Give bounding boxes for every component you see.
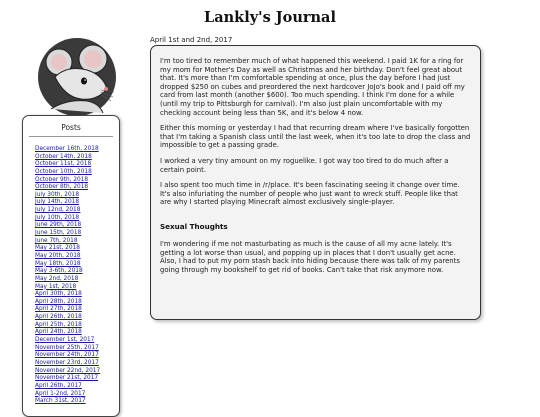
list-item xyxy=(35,283,113,298)
section-heading: Sexual Thoughts xyxy=(160,221,228,231)
post-link[interactable]: July 12nd, 2018 xyxy=(35,207,81,214)
list-item xyxy=(35,187,113,198)
list-item xyxy=(35,321,113,336)
list-item xyxy=(35,191,113,206)
post-link[interactable]: November 24th, 2017 xyxy=(35,352,99,359)
post-link[interactable]: June 15th, 2018 xyxy=(35,230,82,237)
post-paragraph: I worked a very tiny amount on my roguelike. I got way too tired to do much after a certain point. xyxy=(160,156,449,174)
post-paragraph: I'm too tired to remember much of what happened this weekend. I paid 1K for a ring for my mom for Mother's Day as well as Christmas and her birthday. Don't feel great about that. It's more than I'm comfortable spending at once, plus the day before I had just dropped $250 on cubes and preordered the next hardcover JoJo's book and I paid off my card from last month (another $600). Too much spending. I think I'm done for a while (until my trip to Pittsburgh for carnival). I'm also just plain uncomfortable with my checking account being less than 5K, and it's below 4 now. xyxy=(160,57,465,117)
list-item xyxy=(35,214,113,229)
post-link[interactable]: April 24th, 2018 xyxy=(35,329,82,336)
post-link[interactable]: April 26th, 2018 xyxy=(35,314,82,321)
list-item xyxy=(35,271,113,282)
post-link[interactable]: December 1st, 2017 xyxy=(35,337,95,344)
list-item xyxy=(35,340,113,351)
post-body xyxy=(150,45,481,320)
post-link[interactable]: April 25th, 2018 xyxy=(35,321,82,328)
list-item xyxy=(35,164,113,175)
post-paragraph: I'm wondering if me not masturbating as much is the cause of all my acne lately. It's getting a lot worse than usual, and popping up in places that I don't usually get acne. Also, I had to put my porn stash back into hiding because there was talk of my parents going through my bookshelf to get rid of books. Can't take that risk anymore now. xyxy=(160,239,460,274)
post-link[interactable]: April 1-2nd, 2017 xyxy=(35,390,86,397)
list-item xyxy=(35,172,113,183)
post-link[interactable]: November 23rd, 2017 xyxy=(35,359,99,366)
list-item xyxy=(35,260,113,275)
list-item xyxy=(35,176,113,191)
post-date: April 1st and 2nd, 2017 xyxy=(150,36,233,44)
post-link[interactable]: October 14th, 2018 xyxy=(35,153,92,160)
site-title: Lankly's Journal xyxy=(204,9,336,26)
post-link[interactable]: April 27th, 2018 xyxy=(35,306,82,313)
list-item xyxy=(35,233,113,244)
post-link[interactable]: April 28th, 2018 xyxy=(35,298,82,305)
list-item xyxy=(35,149,113,160)
post-link[interactable]: May 20th, 2018 xyxy=(35,252,81,259)
list-item xyxy=(35,248,113,259)
list-item xyxy=(35,367,113,382)
avatar xyxy=(37,37,117,117)
list-item xyxy=(35,153,113,168)
post-link[interactable]: July 14th, 2018 xyxy=(35,199,80,206)
post-link[interactable]: May 2nd, 2018 xyxy=(35,275,79,282)
post-link[interactable]: October 10th, 2018 xyxy=(35,168,92,175)
list-item xyxy=(35,386,113,397)
post-link[interactable]: June 7th, 2018 xyxy=(35,237,78,244)
post-link[interactable]: June 29th, 2018 xyxy=(35,222,82,229)
list-item xyxy=(35,390,113,405)
post-link[interactable]: May 18th, 2018 xyxy=(35,260,81,267)
post-link[interactable]: December 16th, 2018 xyxy=(35,146,99,152)
list-item xyxy=(35,237,113,252)
list-item xyxy=(35,378,113,389)
post-link[interactable]: November 22nd, 2017 xyxy=(35,367,101,374)
posts-panel xyxy=(22,115,120,417)
post-link[interactable]: October 9th, 2018 xyxy=(35,176,89,183)
list-item xyxy=(35,141,113,152)
list-item xyxy=(35,309,113,321)
posts-list xyxy=(29,136,113,405)
list-item xyxy=(35,225,113,237)
list-item xyxy=(35,256,113,267)
list-item xyxy=(35,279,113,290)
list-item xyxy=(35,298,113,313)
post-link[interactable]: November 25th, 2017 xyxy=(35,344,99,351)
list-item xyxy=(35,344,113,359)
list-item xyxy=(35,294,113,305)
post-link[interactable]: July 10th, 2018 xyxy=(35,214,80,221)
post-link[interactable]: May 21st, 2018 xyxy=(35,245,80,252)
list-item xyxy=(35,355,113,366)
post-link[interactable]: May 1st, 2018 xyxy=(35,283,77,290)
list-item xyxy=(35,210,113,221)
post-link[interactable]: April 30th, 2018 xyxy=(35,291,82,298)
post-paragraph: I also spent too much time in /r/place. It's been fascinating seeing it change over time. It's also infuriating the number of people who just want to wreck stuff. People like that are why I started playing Minecraft almost exclusively single-player. xyxy=(160,181,460,207)
post-link[interactable]: May 3-6th, 2018 xyxy=(35,268,83,275)
post-paragraph: Either this morning or yesterday I had that recurring dream where I've basically forgotten that I'm taking a Spanish class until the last week, when it's too late to drop the class and impossible to get a passing grade. xyxy=(160,124,471,150)
post-link[interactable]: November 21st, 2017 xyxy=(35,375,99,382)
list-item xyxy=(35,363,113,374)
post-link[interactable]: October 8th, 2018 xyxy=(35,184,89,191)
rat-avatar-icon xyxy=(37,37,117,117)
post-link[interactable]: March 31st, 2017 xyxy=(35,398,86,405)
list-item xyxy=(35,202,113,214)
post-link[interactable]: October 11st, 2018 xyxy=(35,161,92,168)
post-link[interactable]: July 30th, 2018 xyxy=(35,191,80,198)
post-link[interactable]: April 26th, 2017 xyxy=(35,382,82,389)
list-item xyxy=(35,332,113,344)
list-item xyxy=(35,317,113,328)
posts-title: Posts xyxy=(61,123,81,132)
